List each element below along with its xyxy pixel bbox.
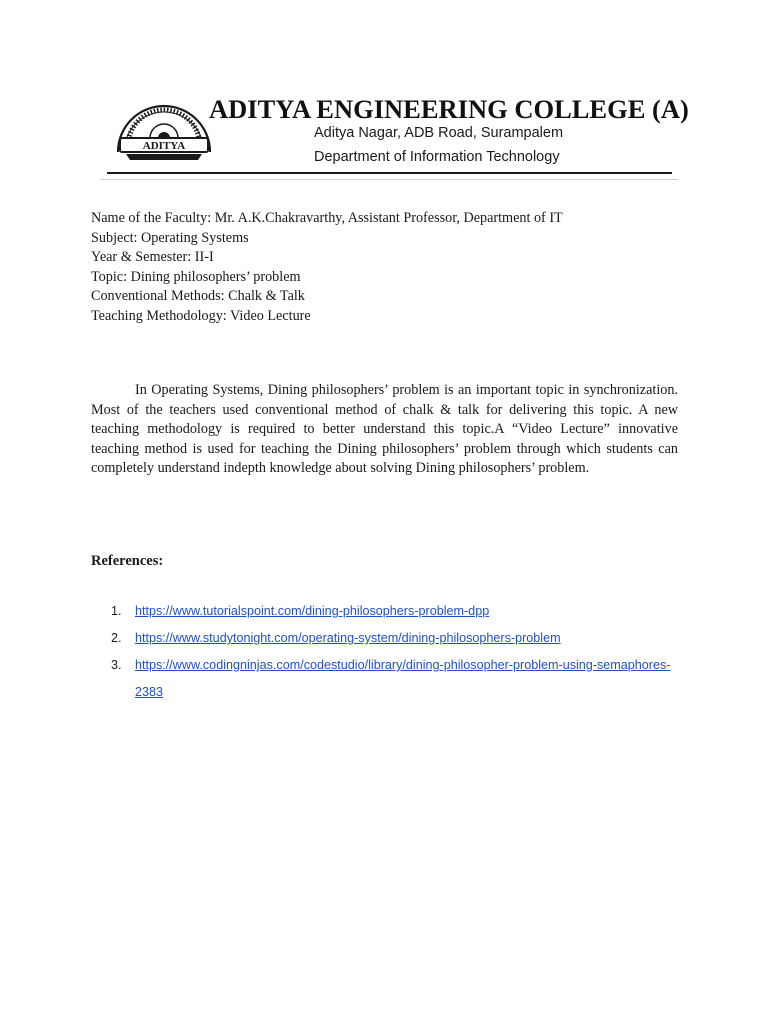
references-list bbox=[111, 598, 671, 706]
references-heading: References: bbox=[91, 553, 164, 569]
reference-link-1[interactable]: https://www.tutorialspoint.com/dining-philosophers-problem-dpp bbox=[135, 604, 490, 618]
svg-text:ADITYA: ADITYA bbox=[142, 140, 186, 152]
reference-link-3[interactable]: https://www.codingninjas.com/codestudio/library/dining-philosopher-problem-using-semaphores-2383 bbox=[135, 658, 671, 699]
reference-number: 3. bbox=[111, 658, 122, 672]
teaching-methodology-line: Teaching Methodology: Video Lecture bbox=[91, 307, 311, 324]
faculty-line: Name of the Faculty: Mr. A.K.Chakravarthy, Assistant Professor, Department of IT bbox=[91, 210, 563, 226]
college-title: ADITYA ENGINEERING COLLEGE (A) bbox=[209, 94, 689, 124]
course-info bbox=[91, 209, 563, 327]
college-department: Department of Information Technology bbox=[314, 149, 560, 165]
list-item bbox=[111, 625, 671, 652]
description-paragraph: In Operating Systems, Dining philosophers’ problem is an important topic in synchronization. Most of the teachers used conventional method of chalk & talk for delivering this topic. A new teaching methodology is required to better understand this topic.A “Video Lecture” innovative teaching method is used for teaching the Dining philosophers’ problem through which students can completely understand indepth knowledge about solving Dining philosophers’ problem. bbox=[91, 382, 678, 477]
list-item bbox=[111, 598, 671, 625]
college-address: Aditya Nagar, ADB Road, Surampalem bbox=[314, 125, 564, 141]
subject-line: Subject: Operating Systems bbox=[91, 229, 249, 246]
conventional-methods-line: Conventional Methods: Chalk & Talk bbox=[91, 288, 305, 305]
header-rule-thin bbox=[100, 179, 678, 180]
reference-number: 1. bbox=[111, 604, 122, 618]
reference-number: 2. bbox=[111, 631, 122, 645]
list-item bbox=[111, 652, 671, 706]
header-rule bbox=[107, 172, 672, 174]
year-semester-line: Year & Semester: II-I bbox=[91, 249, 214, 266]
reference-link-2[interactable]: https://www.studytonight.com/operating-system/dining-philosophers-problem bbox=[135, 631, 561, 645]
letterhead bbox=[112, 92, 689, 172]
aditya-emblem-logo-icon bbox=[112, 96, 216, 162]
topic-line: Topic: Dining philosophers’ problem bbox=[91, 268, 301, 285]
